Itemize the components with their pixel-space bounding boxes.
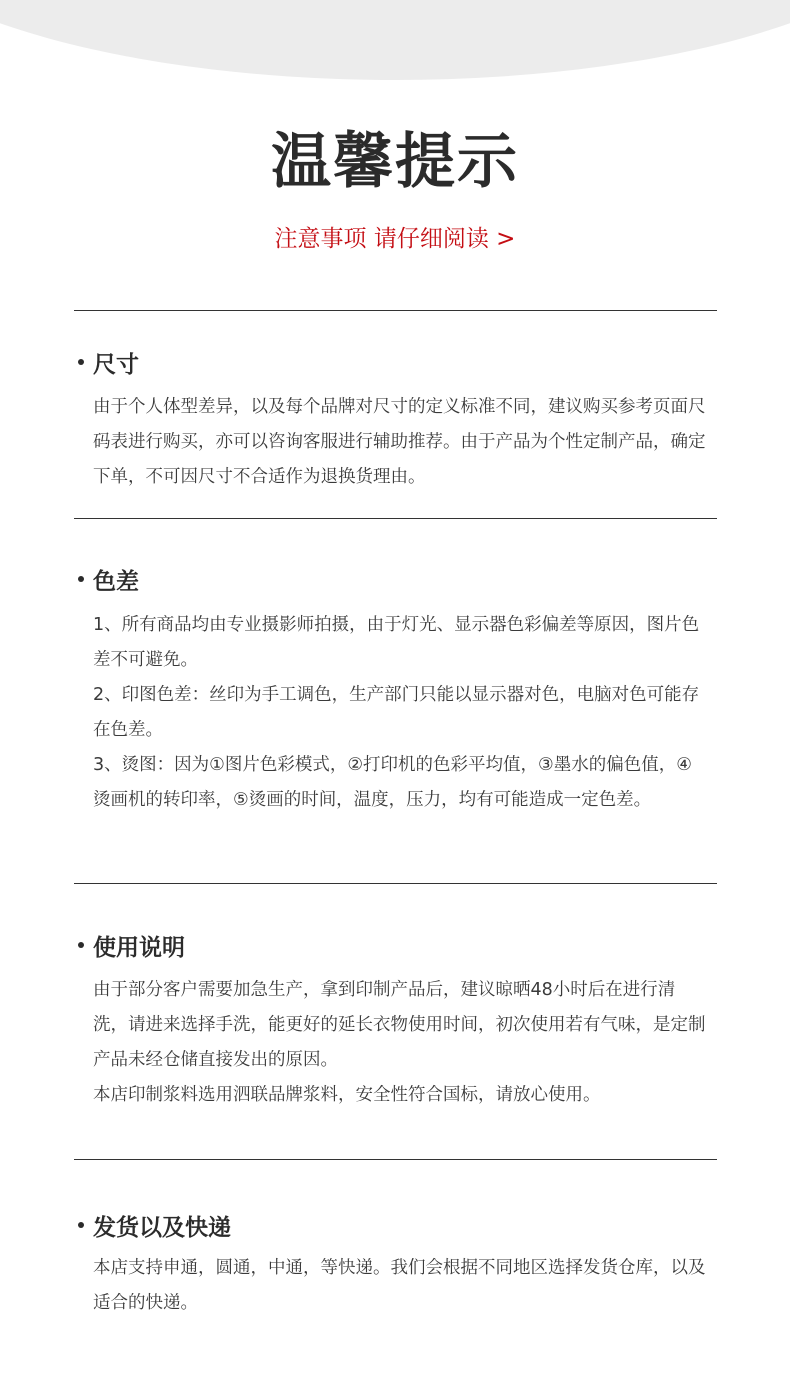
- section-size: [76, 344, 706, 495]
- section-body: [76, 973, 706, 1113]
- section-heading: [76, 927, 706, 963]
- section-heading: [76, 561, 706, 597]
- bullet-dot-icon: [78, 576, 84, 582]
- bullet-dot-icon: [78, 942, 84, 948]
- section-paragraph: 本店印制浆料选用泗联品牌浆料，安全性符合国标，请放心使用。: [93, 1085, 601, 1105]
- section-usage-instructions: [76, 927, 706, 1113]
- section-color-difference: [76, 561, 706, 818]
- section-paragraph: 3、烫图：因为①图片色彩模式，②打印机的色彩平均值，③墨水的偏色值，④烫画机的转印率，⑤烫画的时间，温度，压力，均有可能造成一定色差。: [93, 755, 692, 810]
- section-heading: [76, 1207, 706, 1243]
- section-paragraph: 由于部分客户需要加急生产，拿到印制产品后，建议晾晒48小时后在进行清洗，请进来选择手洗，能更好的延长衣物使用时间，初次使用若有气味，是定制产品未经仓储直接发出的原因。: [93, 980, 706, 1070]
- section-heading-label: 发货以及快递: [93, 1214, 231, 1241]
- section-paragraph: 2、印图色差：丝印为手工调色，生产部门只能以显示器对色，电脑对色可能存在色差。: [93, 685, 700, 740]
- section-paragraph: 1、所有商品均由专业摄影师拍摄，由于灯光、显示器色彩偏差等原因，图片色差不可避免。: [93, 615, 700, 670]
- decorative-top-arc: [0, 0, 790, 80]
- divider: [74, 310, 717, 311]
- divider: [74, 883, 717, 884]
- section-shipping: [76, 1207, 706, 1321]
- section-heading-label: 色差: [93, 568, 139, 595]
- section-heading: [76, 344, 706, 380]
- section-paragraph: 由于个人体型差异，以及每个品牌对尺寸的定义标准不同，建议购买参考页面尺码表进行购买，亦可以咨询客服进行辅助推荐。由于产品为个性定制产品，确定下单，不可因尺寸不合适作为退换货理由。: [93, 397, 706, 487]
- page-subtitle[interactable]: 注意事项 请仔细阅读 >: [274, 226, 516, 252]
- section-heading-label: 尺寸: [93, 351, 139, 378]
- divider: [74, 518, 717, 519]
- page-title: 温馨提示: [271, 127, 519, 197]
- bullet-dot-icon: [78, 1222, 84, 1228]
- divider: [74, 1159, 717, 1160]
- section-body: [76, 1251, 706, 1321]
- section-body: [76, 390, 706, 495]
- bullet-dot-icon: [78, 359, 84, 365]
- section-heading-label: 使用说明: [93, 934, 185, 961]
- section-body: [76, 608, 706, 818]
- section-paragraph: 本店支持申通，圆通，中通，等快递。我们会根据不同地区选择发货仓库，以及适合的快递。: [93, 1258, 706, 1313]
